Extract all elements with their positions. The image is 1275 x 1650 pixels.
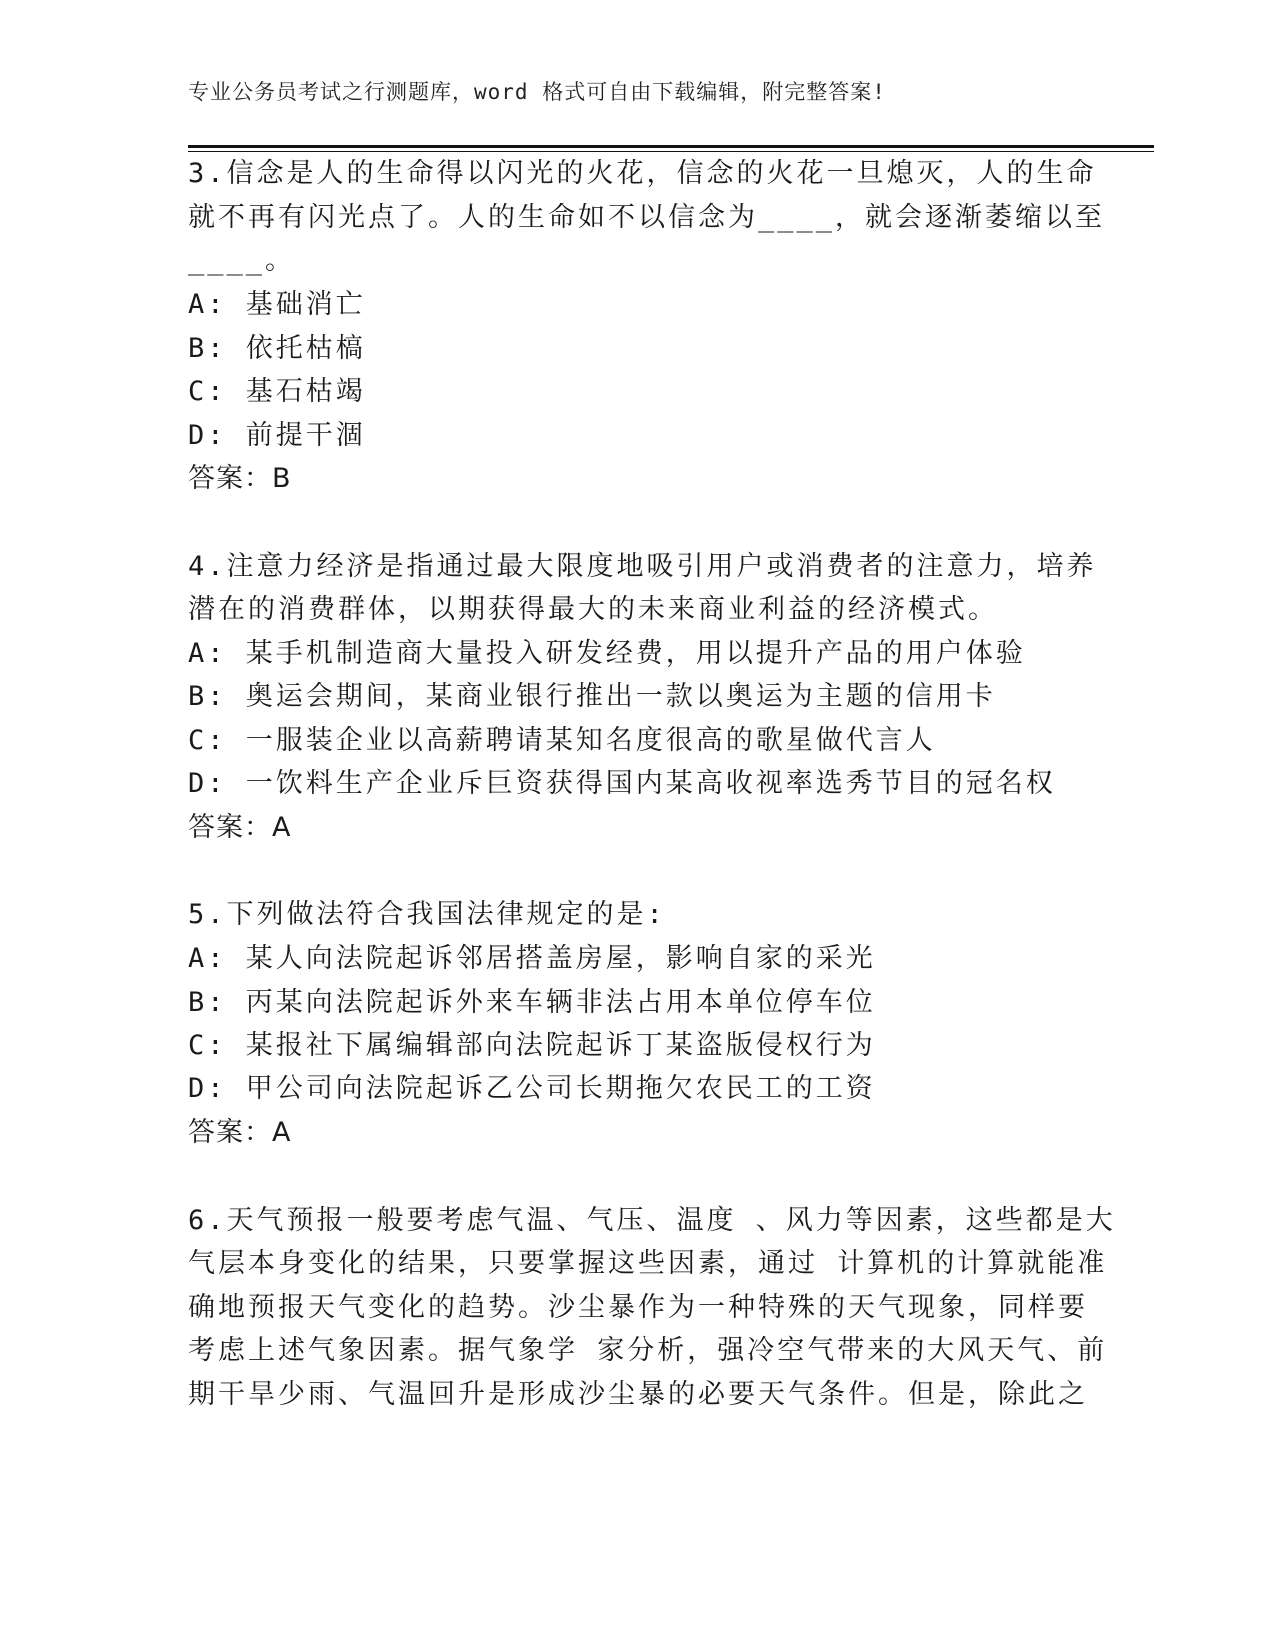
page-header: 专业公务员考试之行测题库，word 格式可自由下载编辑，附完整答案!	[188, 80, 886, 104]
question-3-option-c: C: 基石枯竭	[188, 376, 366, 407]
question-6-stem-line: 期干旱少雨、气温回升是形成沙尘暴的必要天气条件。但是，除此之	[188, 1379, 1088, 1410]
question-5-stem-line: 5.下列做法符合我国法律规定的是:	[188, 899, 666, 930]
question-4-answer: 答案：A	[188, 812, 292, 843]
question-5-option-d: D: 甲公司向法院起诉乙公司长期拖欠农民工的工资	[188, 1073, 876, 1104]
question-4-stem-line: 4.注意力经济是指通过最大限度地吸引用户或消费者的注意力，培养	[188, 551, 1097, 582]
question-3-answer: 答案：B	[188, 463, 292, 494]
question-5-answer: 答案：A	[188, 1117, 292, 1148]
question-3-stem-line: 3.信念是人的生命得以闪光的火花，信念的火花一旦熄灭，人的生命	[188, 158, 1097, 189]
question-5-option-b: B: 丙某向法院起诉外来车辆非法占用本单位停车位	[188, 987, 876, 1018]
question-3-stem-line: ____。	[188, 245, 296, 276]
question-4-option-c: C: 一服装企业以高薪聘请某知名度很高的歌星做代言人	[188, 725, 936, 756]
header-rule-thin	[188, 151, 1154, 152]
question-6-stem-line: 6.天气预报一般要考虑气温、气压、温度 、风力等因素，这些都是大	[188, 1205, 1116, 1236]
question-6-stem-line: 考虑上述气象因素。据气象学 家分析，强冷空气带来的大风天气、前	[188, 1335, 1108, 1366]
question-6-stem-line: 确地预报天气变化的趋势。沙尘暴作为一种特殊的天气现象，同样要	[188, 1292, 1088, 1323]
question-5-option-a: A: 某人向法院起诉邻居搭盖房屋，影响自家的采光	[188, 943, 876, 974]
question-5-option-c: C: 某报社下属编辑部向法院起诉丁某盗版侵权行为	[188, 1030, 876, 1061]
question-3-option-a: A: 基础消亡	[188, 289, 366, 320]
question-6-stem-line: 气层本身变化的结果，只要掌握这些因素，通过 计算机的计算就能准	[188, 1248, 1108, 1279]
question-4-stem-line: 潜在的消费群体，以期获得最大的未来商业利益的经济模式。	[188, 594, 998, 625]
header-rule	[188, 145, 1154, 148]
question-4-option-b: B: 奥运会期间，某商业银行推出一款以奥运为主题的信用卡	[188, 681, 996, 712]
question-3-option-b: B: 依托枯槁	[188, 333, 366, 364]
question-3-stem-line: 就不再有闪光点了。人的生命如不以信念为____，就会逐渐萎缩以至	[188, 202, 1106, 233]
question-4-option-a: A: 某手机制造商大量投入研发经费，用以提升产品的用户体验	[188, 638, 1026, 669]
question-3-option-d: D: 前提干涸	[188, 420, 366, 451]
question-4-option-d: D: 一饮料生产企业斥巨资获得国内某高收视率选秀节目的冠名权	[188, 768, 1056, 799]
